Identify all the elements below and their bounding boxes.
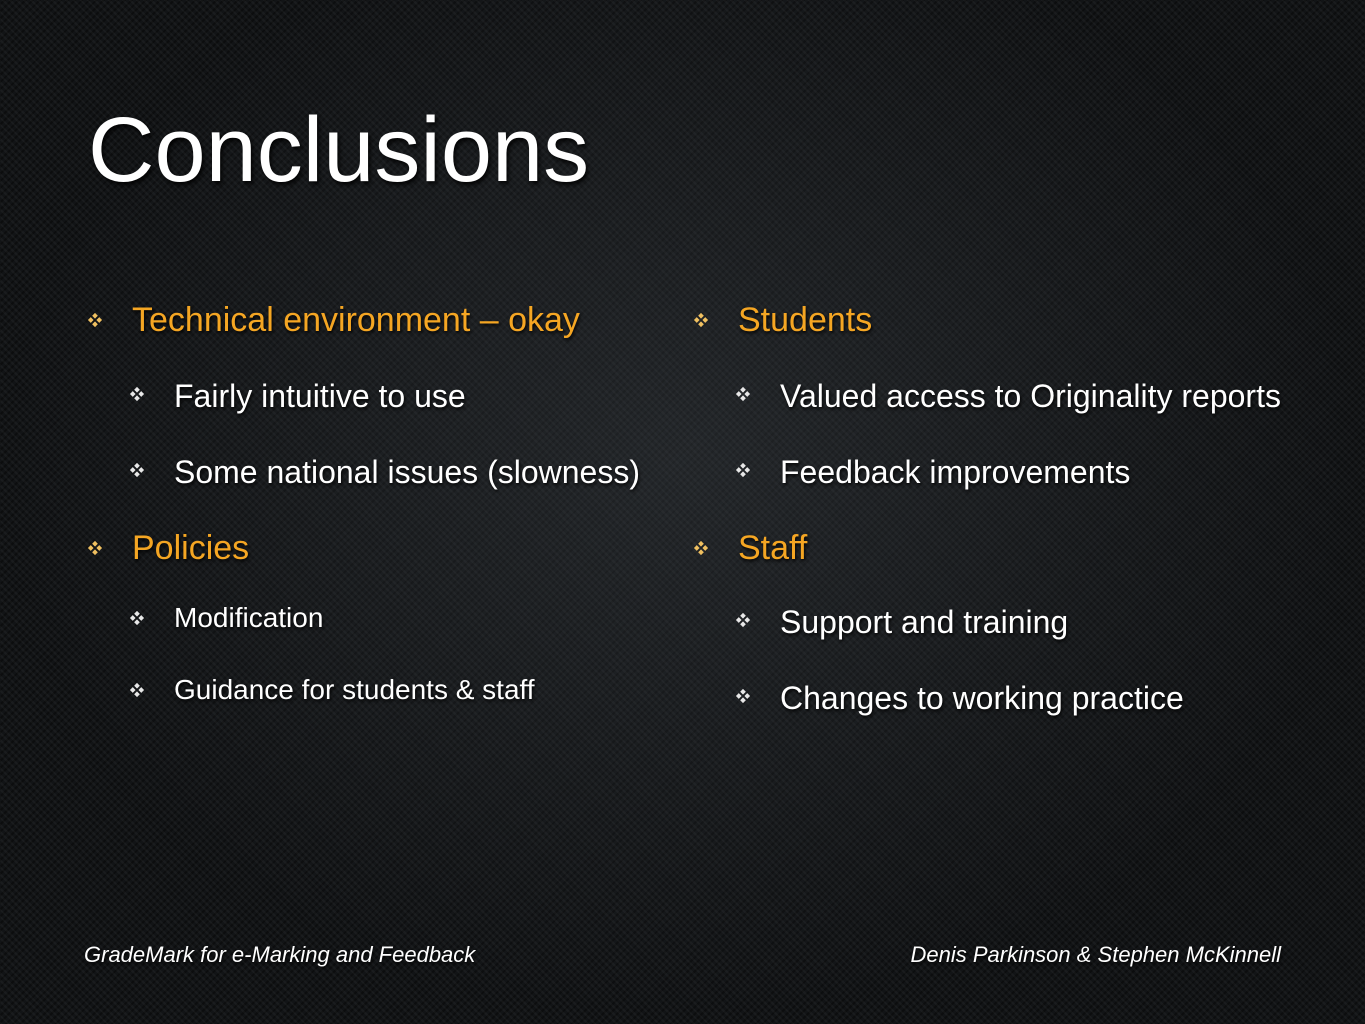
diamond-bullet-icon: [88, 528, 102, 568]
diamond-bullet-icon: [130, 450, 144, 490]
bullet-text: Students: [738, 301, 873, 339]
footer-presentation-title: GradeMark for e-Marking and Feedback: [84, 942, 476, 967]
diamond-bullet-icon: [130, 374, 144, 414]
diamond-bullet-icon: [130, 672, 144, 708]
diamond-bullet-icon: [736, 676, 750, 716]
diamond-bullet-icon: [736, 600, 750, 640]
diamond-bullet-icon: [694, 528, 708, 568]
bullet-item: [694, 528, 1294, 568]
sub-bullet-text: Guidance for students & staff: [174, 674, 535, 705]
footer-authors: Denis Parkinson & Stephen McKinnell: [910, 942, 1281, 967]
diamond-bullet-icon: [694, 300, 708, 340]
bullet-item: [694, 300, 1294, 340]
sub-bullet-text: Fairly intuitive to use: [174, 378, 466, 414]
bullet-text: Technical environment – okay: [132, 301, 580, 339]
diamond-bullet-icon: [736, 374, 750, 414]
sub-bullet-text: Some national issues (slowness): [174, 454, 640, 490]
right-column: [694, 300, 1294, 720]
sub-bullet-text: Support and training: [780, 604, 1069, 640]
sub-bullet-item: [694, 676, 1294, 720]
diamond-bullet-icon: [130, 600, 144, 636]
sub-bullet-item: [694, 450, 1294, 494]
left-column: [88, 300, 648, 708]
sub-bullet-item: [694, 374, 1294, 418]
bullet-item: [88, 528, 648, 568]
sub-bullet-item: [88, 374, 648, 418]
sub-bullet-item: [694, 600, 1294, 644]
bullet-text: Staff: [738, 529, 808, 567]
sub-bullet-item: [88, 672, 648, 708]
sub-bullet-text: Changes to working practice: [780, 680, 1184, 716]
sub-bullet-text: Valued access to Originality reports: [780, 378, 1281, 414]
diamond-bullet-icon: [88, 300, 102, 340]
sub-bullet-item: [88, 600, 648, 636]
sub-bullet-text: Modification: [174, 602, 324, 633]
sub-bullet-text: Feedback improvements: [780, 454, 1131, 490]
diamond-bullet-icon: [736, 450, 750, 490]
bullet-text: Policies: [132, 529, 250, 567]
slide-title: Conclusions: [88, 99, 590, 201]
bullet-item: [88, 300, 648, 340]
sub-bullet-item: [88, 450, 648, 494]
